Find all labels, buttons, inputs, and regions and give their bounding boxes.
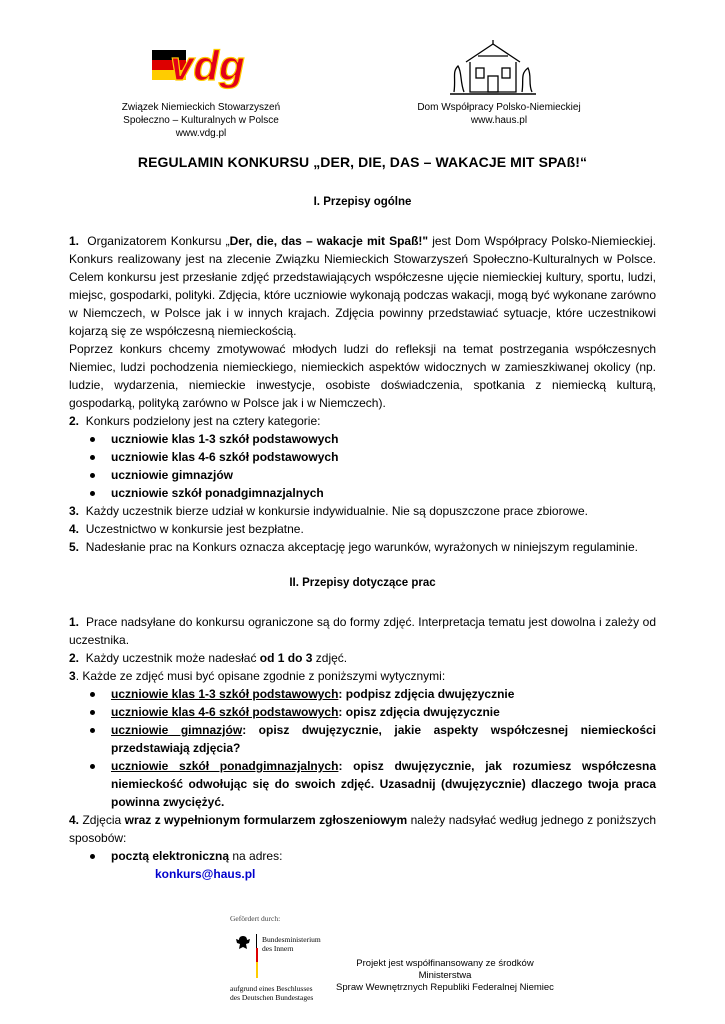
bullet-icon: [90, 491, 95, 496]
text: jest Dom Współpracy Polsko-Niemieckiej. Konkurs realizowany jest na zlecenie Związku Niemieckich Stowarzyszeń Społeczno-Kulturalnych w Polsce. Celem konkursu jest przesłanie zdjęć przedstawiających współczesne ujęcie niemieckiej kultury, sportu, ludzi, miejsc, gospodarki, polityki. Zdjęcia, które uczniowie wykonają podczas wakacji, mogą być wykonane zarówno w Niemczech, w Polsce jak i w innych krajach. Zdjęcia powinny przedstawiać sytuacje, które uczestnikowi kojarzą się ze współczesną niemieckością.: [69, 234, 656, 338]
ministry-name: [262, 935, 321, 953]
paragraph-2: [69, 412, 656, 430]
list-item: [69, 466, 656, 484]
eagle-icon: [234, 934, 252, 952]
section-1-heading: I. Przepisy ogólne: [313, 196, 412, 208]
rule-text: : opisz zdjęcia dwujęzycznie: [338, 705, 500, 719]
note-line: Spraw Wewnętrznych Republiki Federalnej Niemiec: [336, 982, 554, 993]
paragraph-number: 4.: [69, 522, 80, 536]
bullet-icon: [90, 728, 95, 733]
left-org-website: www.vdg.pl: [175, 128, 227, 139]
list-item: [69, 430, 656, 448]
paragraph-number: 2.: [69, 651, 80, 665]
list-item: [69, 703, 656, 721]
bmi-funding-logo: [226, 914, 324, 1006]
text: . Każde ze zdjęć musi być opisane zgodnie z poniższymi wytycznymi:: [75, 669, 446, 683]
paragraph-number: 1.: [69, 615, 80, 629]
rule-text: : opisz dwujęzycznie, jak rozumiesz współczesna niemieckość odwołując się do swoich zdjęć. Uzasadnij (dwujęzycznie) dlaczego twoja praca powinna zwyciężyć.: [111, 759, 657, 809]
list-item: [69, 448, 656, 466]
paragraph-number: 2.: [69, 414, 80, 428]
rule-text: : opisz dwujęzycznie, jakie aspekty współczesnej niemieckości przedstawiają zdjęcia?: [111, 723, 657, 755]
section-2-body: [69, 613, 656, 883]
ministry-line: des Innern: [262, 944, 294, 953]
category-label: uczniowie gimnazjów: [111, 468, 234, 482]
cofinancing-note: [330, 958, 560, 994]
resolution-line: aufgrund eines Beschlusses: [230, 984, 313, 993]
left-org-line: Społeczno – Kulturalnych w Polsce: [123, 115, 279, 126]
form-requirement: wraz z wypełnionym formularzem zgłoszeniowym: [124, 813, 408, 827]
list-item: [69, 484, 656, 502]
bullet-icon: [90, 473, 95, 478]
category-label: uczniowie klas 1-3 szkół podstawowych: [111, 687, 339, 701]
text: Prace nadsyłane do konkursu ograniczone są do formy zdjęć. Interpretacja tematu jest dowolna i zależy od uczestnika.: [69, 615, 656, 647]
list-item: [69, 721, 656, 757]
method-label: pocztą elektroniczną: [111, 849, 230, 863]
paragraph-4: [69, 811, 656, 847]
text: Uczestnictwo w konkursie jest bezpłatne.: [85, 522, 304, 536]
text: na adres:: [229, 849, 283, 863]
right-org-website: www.haus.pl: [470, 115, 528, 126]
bullet-icon: [90, 710, 95, 715]
category-label: uczniowie szkół ponadgimnazjalnych: [111, 486, 324, 500]
right-org-line: Dom Współpracy Polsko-Niemieckiej: [417, 102, 581, 113]
category-label: uczniowie klas 1-3 szkół podstawowych: [111, 432, 339, 446]
paragraph-2: [69, 649, 656, 667]
vdg-logo: [150, 38, 260, 92]
paragraph-1: [69, 232, 656, 340]
text: Każdy uczestnik może nadesłać: [85, 651, 260, 665]
list-item: [69, 757, 656, 811]
text: Zdjęcia: [82, 813, 125, 827]
paragraph-number: 3.: [69, 504, 80, 518]
text: należy nadsyłać według jednego z poniższych sposobów:: [69, 813, 656, 845]
bullet-icon: [90, 854, 95, 859]
paragraph-1-continued: Poprzez konkurs chcemy zmotywować młodych ludzi do refleksji na temat postrzegania współczesnych Niemiec, ludzi pochodzenia niemieckiego, niemieckich aspektów widocznych w zamieszkiwanej okolicy (np. ludzie, wydarzenia, niemieckie inwestycje, osobiste doświadczenia, spotkania z niemiecką kulturą, gospodarką, polityką zarówno w Polsce jak i w Niemczech).: [69, 342, 656, 410]
resolution-line: des Deutschen Bundestages: [230, 993, 314, 1002]
text: zdjęć.: [312, 651, 348, 665]
email-line: [69, 865, 656, 883]
right-organization-info: [395, 101, 603, 127]
contest-name: Der, die, das – wakacje mit Spaß!": [229, 234, 429, 248]
section-2-heading: II. Przepisy dotyczące prac: [289, 577, 436, 589]
section-1-body: [69, 232, 656, 556]
bundestag-resolution: [230, 984, 313, 1002]
flag-stripe-red: [256, 948, 258, 962]
photo-count: od 1 do 3: [259, 651, 313, 665]
category-label: uczniowie klas 4-6 szkół podstawowych: [111, 705, 339, 719]
category-label: uczniowie klas 4-6 szkół podstawowych: [111, 450, 339, 464]
text: Każdy uczestnik bierze udział w konkursie indywidualnie. Nie są dopuszczone prace zbiorowe.: [85, 504, 588, 518]
document-title: REGULAMIN KONKURSU „DER, DIE, DAS – WAKACJE MIT SPAß!“: [137, 154, 588, 170]
paragraph-3: [69, 667, 656, 685]
list-item: [69, 847, 656, 865]
paragraph-3: [69, 502, 656, 520]
rule-text: : podpisz zdjęcia dwujęzycznie: [338, 687, 515, 701]
category-label: uczniowie gimnazjów: [111, 723, 243, 737]
vdg-logo-text: vdg: [170, 42, 245, 89]
paragraph-number: 1.: [69, 234, 80, 248]
paragraph-1: [69, 613, 656, 649]
flag-stripe-gold: [256, 962, 258, 978]
submission-methods-list: [69, 847, 656, 865]
text: Organizatorem Konkursu „: [87, 234, 230, 248]
paragraph-5: [69, 538, 656, 556]
funded-by-label: Gefördert durch:: [230, 914, 281, 923]
description-rules-list: [69, 685, 656, 811]
email-link[interactable]: konkurs@haus.pl: [155, 867, 256, 881]
text: Nadesłanie prac na Konkurs oznacza akceptację jego warunków, wyrażonych w niniejszym regulaminie.: [85, 540, 638, 554]
note-line: Projekt jest współfinansowany ze środków Ministerstwa: [356, 958, 534, 981]
category-label: uczniowie szkół ponadgimnazjalnych: [111, 759, 339, 773]
paragraph-4: [69, 520, 656, 538]
left-organization-info: [88, 101, 314, 140]
left-org-line: Związek Niemieckich Stowarzyszeń: [121, 102, 281, 113]
list-item: [69, 685, 656, 703]
paragraph-number: 5.: [69, 540, 80, 554]
bullet-icon: [90, 764, 95, 769]
paragraph-number: 3: [69, 669, 76, 683]
bullet-icon: [90, 437, 95, 442]
category-list: [69, 430, 656, 502]
ministry-line: Bundesministerium: [262, 935, 321, 944]
bullet-icon: [90, 455, 95, 460]
bullet-icon: [90, 692, 95, 697]
text: Konkurs podzielony jest na cztery kategorie:: [85, 414, 321, 428]
paragraph-number: 4.: [69, 813, 80, 827]
haus-logo: [448, 38, 538, 96]
